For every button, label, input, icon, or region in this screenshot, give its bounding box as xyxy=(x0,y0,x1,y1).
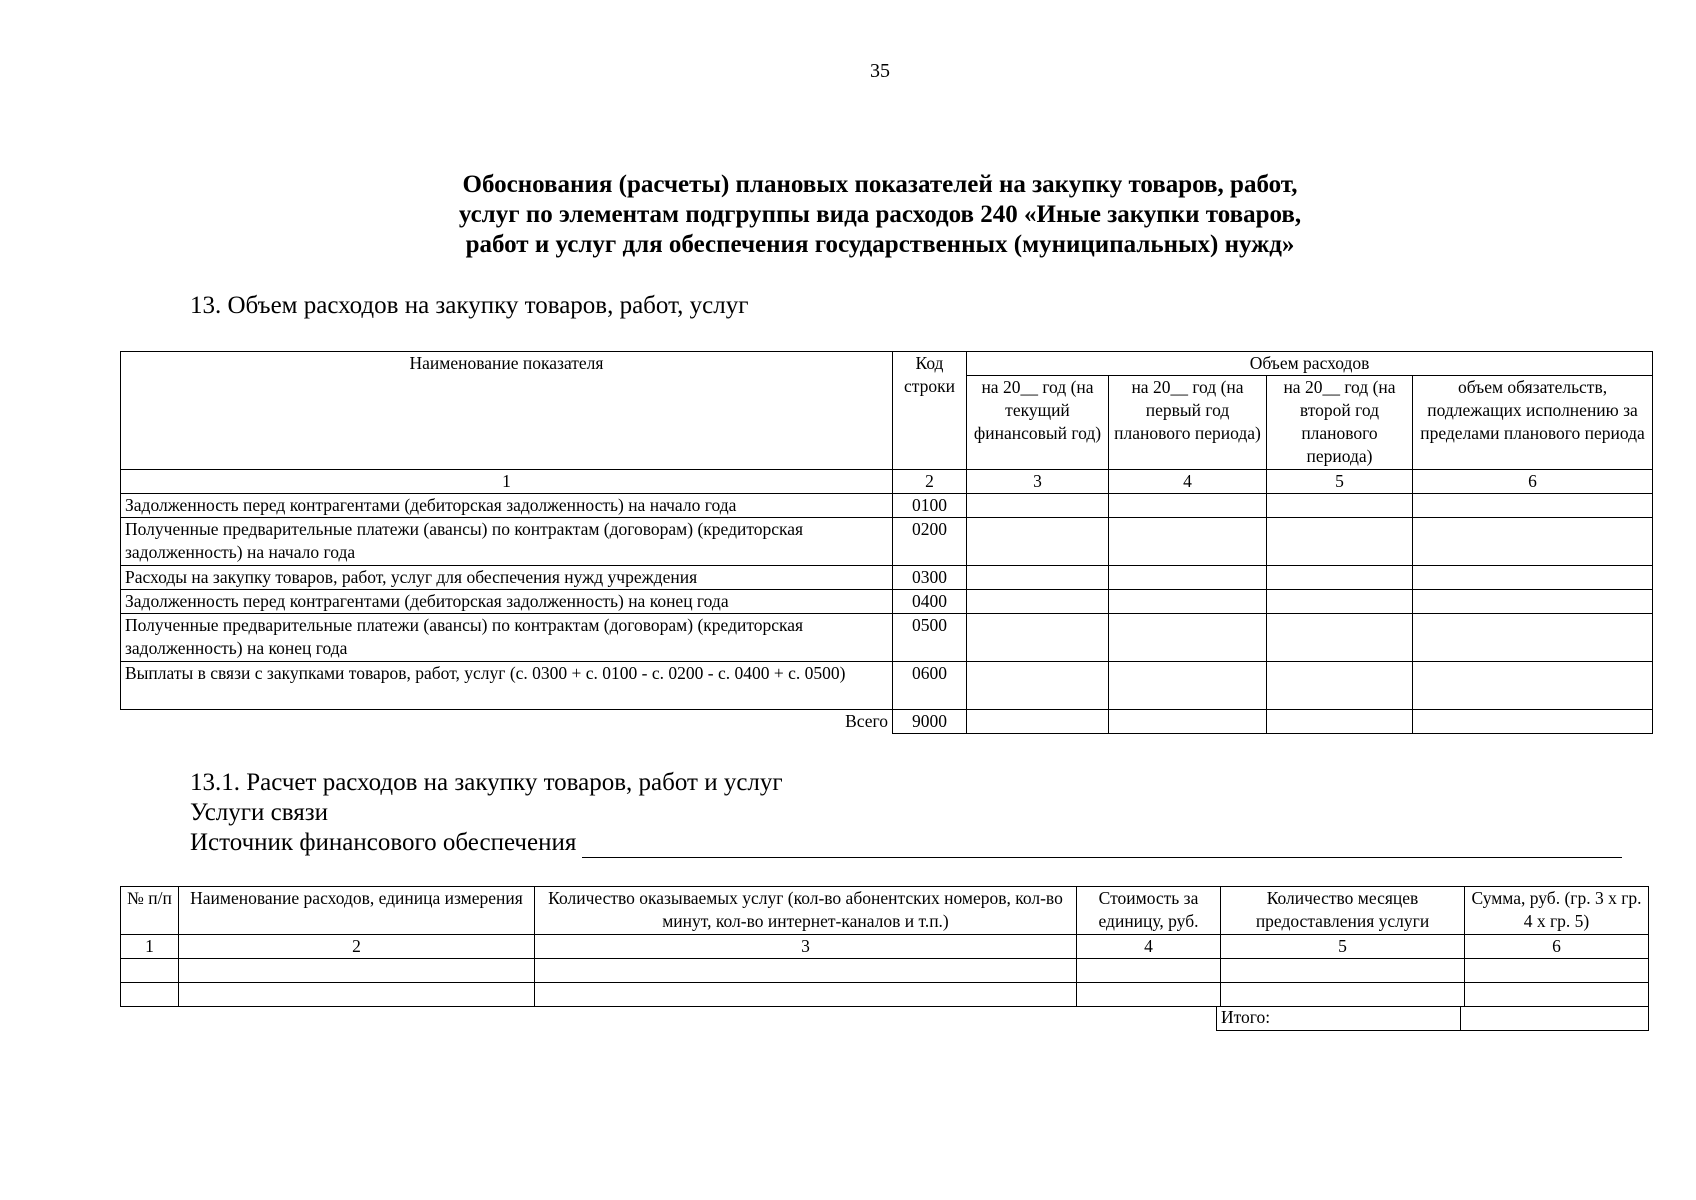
row-code: 0600 xyxy=(893,662,967,710)
column-numbers-row xyxy=(121,935,1649,959)
table-row xyxy=(121,590,1653,614)
column-number: 4 xyxy=(1109,470,1267,494)
header-first-plan-year: на 20__ год (на первый год планового периода) xyxy=(1109,376,1267,470)
value-cell[interactable] xyxy=(1413,566,1653,590)
value-cell[interactable] xyxy=(1413,662,1653,710)
value-cell[interactable] xyxy=(1413,614,1653,662)
value-cell[interactable] xyxy=(967,518,1109,566)
column-number: 3 xyxy=(967,470,1109,494)
value-cell[interactable] xyxy=(1221,959,1465,983)
value-cell[interactable] xyxy=(1109,710,1267,734)
row-code: 0400 xyxy=(893,590,967,614)
row-code: 0200 xyxy=(893,518,967,566)
title-line: Обоснования (расчеты) плановых показателей на закупку товаров, работ, xyxy=(462,171,1298,198)
header-months: Количество месяцев предоставления услуги xyxy=(1221,887,1465,935)
value-cell[interactable] xyxy=(1267,494,1413,518)
section-13-1-heading: 13.1. Расчет расходов на закупку товаров, работ и услуг xyxy=(190,769,783,796)
row-name: Задолженность перед контрагентами (дебиторская задолженность) на начало года xyxy=(121,494,893,518)
value-cell[interactable] xyxy=(1077,983,1221,1007)
value-cell[interactable] xyxy=(1109,518,1267,566)
column-number: 6 xyxy=(1465,935,1649,959)
value-cell[interactable] xyxy=(1267,662,1413,710)
row-name: Выплаты в связи с закупками товаров, работ, услуг (с. 0300 + с. 0100 - с. 0200 - с. 0400 + с. 0500) xyxy=(121,662,893,710)
row-name: Полученные предварительные платежи (авансы) по контрактам (договорам) (кредиторская задолженность) на конец года xyxy=(121,614,893,662)
header-beyond-plan-period: объем обязательств, подлежащих исполнению за пределами планового периода xyxy=(1413,376,1653,470)
value-cell[interactable] xyxy=(535,983,1077,1007)
value-cell[interactable] xyxy=(1109,494,1267,518)
column-number: 6 xyxy=(1413,470,1653,494)
header-indicator-name: Наименование показателя xyxy=(121,352,893,470)
value-cell[interactable] xyxy=(1267,590,1413,614)
value-cell[interactable] xyxy=(967,566,1109,590)
table-row xyxy=(121,959,1649,983)
value-cell[interactable] xyxy=(1109,590,1267,614)
column-number: 3 xyxy=(535,935,1077,959)
row-name: Задолженность перед контрагентами (дебиторская задолженность) на конец года xyxy=(121,590,893,614)
header-second-plan-year: на 20__ год (на второй год планового периода) xyxy=(1267,376,1413,470)
row-code: 0100 xyxy=(893,494,967,518)
document-title xyxy=(300,170,1460,260)
funding-source-field[interactable] xyxy=(582,835,1622,858)
column-number: 4 xyxy=(1077,935,1221,959)
value-cell[interactable] xyxy=(1267,518,1413,566)
title-line: работ и услуг для обеспечения государственных (муниципальных) нужд» xyxy=(465,231,1295,258)
value-cell[interactable] xyxy=(967,710,1109,734)
total-row xyxy=(121,710,1653,734)
column-number: 1 xyxy=(121,935,179,959)
header-expense-name: Наименование расходов, единица измерения xyxy=(179,887,535,935)
page-number: 35 xyxy=(870,60,890,82)
header-unit-cost: Стоимость за единицу, руб. xyxy=(1077,887,1221,935)
value-cell[interactable] xyxy=(1077,959,1221,983)
table-row xyxy=(121,662,1653,710)
section-13-1-subheading: Услуги связи xyxy=(190,799,328,826)
header-current-year: на 20__ год (на текущий финансовый год) xyxy=(967,376,1109,470)
expenses-table xyxy=(120,351,1653,734)
funding-source-label: Источник финансового обеспечения xyxy=(190,829,577,856)
value-cell[interactable] xyxy=(121,959,179,983)
row-name: Расходы на закупку товаров, работ, услуг для обеспечения нужд учреждения xyxy=(121,566,893,590)
header-service-quantity: Количество оказываемых услуг (кол-во абонентских номеров, кол-во минут, кол-во интернет-каналов и т.п.) xyxy=(535,887,1077,935)
row-name: Полученные предварительные платежи (авансы) по контрактам (договорам) (кредиторская задолженность) на начало года xyxy=(121,518,893,566)
value-cell[interactable] xyxy=(121,983,179,1007)
value-cell[interactable] xyxy=(967,494,1109,518)
header-number: № п/п xyxy=(121,887,179,935)
table-row xyxy=(121,566,1653,590)
column-numbers-row xyxy=(121,470,1653,494)
value-cell[interactable] xyxy=(535,959,1077,983)
title-line: услуг по элементам подгруппы вида расходов 240 «Иные закупки товаров, xyxy=(458,201,1302,228)
total-label: Всего xyxy=(121,710,893,734)
column-number: 2 xyxy=(893,470,967,494)
funding-source-line xyxy=(190,828,1622,858)
value-cell[interactable] xyxy=(1465,983,1649,1007)
row-code: 0300 xyxy=(893,566,967,590)
value-cell[interactable] xyxy=(1413,590,1653,614)
header-expense-volume: Объем расходов xyxy=(967,352,1653,376)
value-cell[interactable] xyxy=(1109,614,1267,662)
column-number: 5 xyxy=(1221,935,1465,959)
column-number: 2 xyxy=(179,935,535,959)
value-cell[interactable] xyxy=(179,983,535,1007)
value-cell[interactable] xyxy=(1413,710,1653,734)
services-total-table xyxy=(1216,1006,1649,1031)
column-number: 5 xyxy=(1267,470,1413,494)
table-row xyxy=(121,983,1649,1007)
column-number: 1 xyxy=(121,470,893,494)
table-row xyxy=(121,494,1653,518)
value-cell[interactable] xyxy=(1109,662,1267,710)
value-cell[interactable] xyxy=(1267,710,1413,734)
value-cell[interactable] xyxy=(967,662,1109,710)
section-13-heading: 13. Объем расходов на закупку товаров, работ, услуг xyxy=(190,292,749,319)
value-cell[interactable] xyxy=(1465,959,1649,983)
table-row xyxy=(121,614,1653,662)
value-cell[interactable] xyxy=(1109,566,1267,590)
value-cell[interactable] xyxy=(967,614,1109,662)
value-cell[interactable] xyxy=(1267,614,1413,662)
value-cell[interactable] xyxy=(179,959,535,983)
total-code: 9000 xyxy=(893,710,967,734)
header-sum: Сумма, руб. (гр. 3 х гр. 4 х гр. 5) xyxy=(1465,887,1649,935)
value-cell[interactable] xyxy=(1267,566,1413,590)
header-row-code: Код строки xyxy=(893,352,967,470)
total-label: Итого: xyxy=(1217,1006,1461,1030)
value-cell[interactable] xyxy=(967,590,1109,614)
value-cell[interactable] xyxy=(1413,494,1653,518)
total-value-cell[interactable] xyxy=(1461,1006,1649,1030)
services-table xyxy=(120,886,1649,1007)
table-row xyxy=(121,518,1653,566)
value-cell[interactable] xyxy=(1413,518,1653,566)
value-cell[interactable] xyxy=(1221,983,1465,1007)
row-code: 0500 xyxy=(893,614,967,662)
